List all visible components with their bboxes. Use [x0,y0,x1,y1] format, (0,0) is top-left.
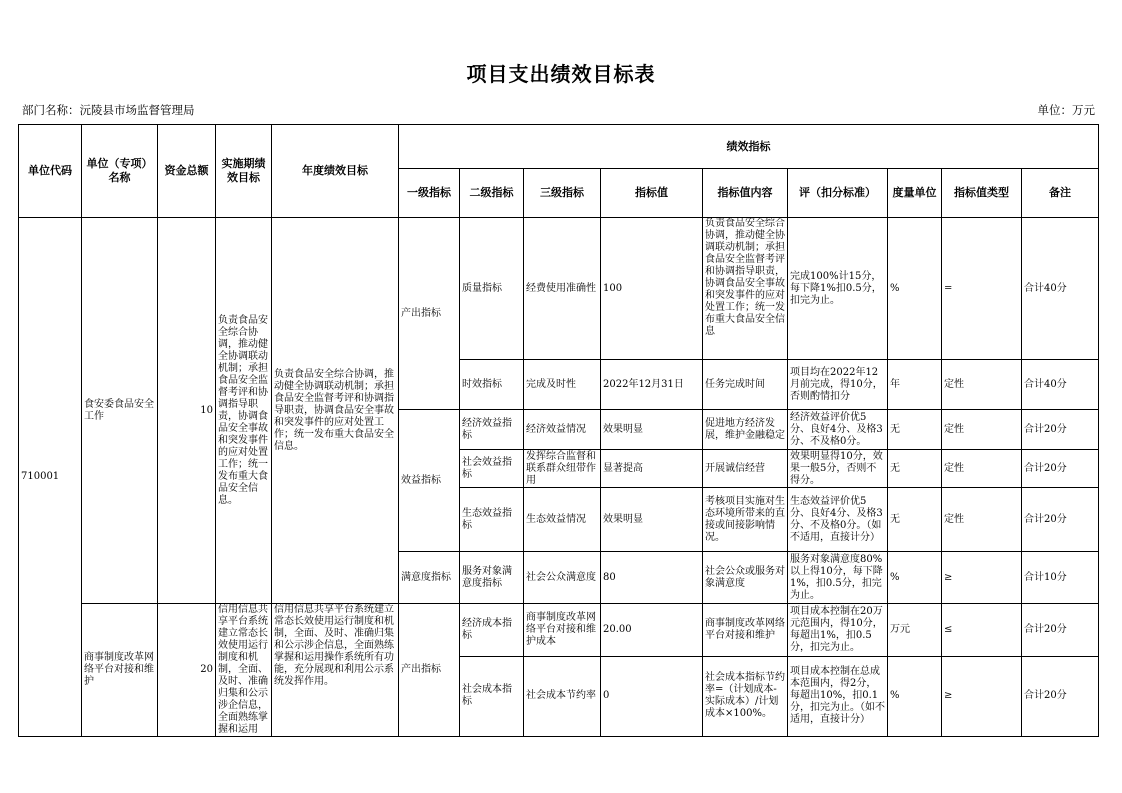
table-row [19,604,1099,657]
content-cell: 社会成本指标节约率=（计划成本-实际成本）/计划成本×100%。 [703,656,788,736]
level2-cell: 时效指标 [460,360,524,410]
scoring-cell: 经济效益评价优5分、良好4分、及格3分、不及格0分。 [788,410,888,450]
measure-unit-cell: 无 [888,450,942,488]
level3-cell: 社会公众满意度 [524,552,601,604]
header-value: 指标值 [601,169,703,218]
measure-unit-cell: 无 [888,488,942,552]
header-level2: 二级指标 [460,169,524,218]
measure-unit-cell: 无 [888,410,942,450]
period-goal-cell: 负责食品安全综合协调，推动健全协调联动机制；承担食品安全监督考评和协调指导职责，协调食品安全事故和突发事件的应对处置工作；统一发布重大食品安全信息。 [216,218,272,604]
level3-cell: 发挥综合监督和联系群众纽带作用 [524,450,601,488]
content-cell: 促进地方经济发展，维护金融稳定 [703,410,788,450]
value-cell: 0 [601,656,703,736]
project-name-cell: 食安委食品安全工作 [82,218,158,604]
value-cell: 80 [601,552,703,604]
period-goal-cell: 信用信息共享平台系统建立常态长效使用运行制度和机制，全面、及时、准确归集和公示涉企信息，全面熟练掌握和运用 [216,604,272,737]
note-cell: 合计20分 [1022,604,1099,657]
value-cell: 显著提高 [601,450,703,488]
note-cell: 合计10分 [1022,552,1099,604]
note-cell: 合计20分 [1022,410,1099,450]
scoring-cell: 效果明显得10分，效果一般5分，否则不得分。 [788,450,888,488]
scoring-cell: 生态效益评价优5分、良好4分、及格3分、不及格0分。（如不适用，直接计分） [788,488,888,552]
level2-cell: 服务对象满意度指标 [460,552,524,604]
measure-unit-cell: % [888,552,942,604]
value-type-cell: ≥ [942,552,1022,604]
header-note: 备注 [1022,169,1099,218]
scoring-cell: 项目均在2022年12月前完成，得10分，否则酌情扣分 [788,360,888,410]
content-cell: 考核项目实施对生态环境所带来的直接或间接影响情况。 [703,488,788,552]
department-name: 部门名称：沅陵县市场监督管理局 [22,103,195,117]
value-type-cell: 定性 [942,410,1022,450]
note-cell: 合计20分 [1022,488,1099,552]
unit-code-cell: 710001 [19,218,82,737]
annual-goal-cell: 信用信息共享平台系统建立常态长效使用运行制度和机制，全面、及时、准确归集和公示涉企信息，全面熟练掌握和运用操作系统所有功能，充分展现和利用公示系统发挥作用。 [272,604,399,737]
currency-unit: 单位：万元 [1037,103,1095,117]
value-cell: 20.00 [601,604,703,657]
value-cell: 效果明显 [601,410,703,450]
header-measure-unit: 度量单位 [888,169,942,218]
value-type-cell: = [942,218,1022,360]
performance-table [18,124,1099,737]
annual-goal-cell: 负责食品安全综合协调，推动健全协调联动机制；承担食品安全监督考评和协调指导职责，协调食品安全事故和突发事件的应对处置工作；统一发布重大食品安全信息。 [272,218,399,604]
header-perf-indicators: 绩效指标 [399,125,1099,169]
level2-cell: 质量指标 [460,218,524,360]
level3-cell: 社会成本节约率 [524,656,601,736]
scoring-cell: 项目成本控制在20万元范围内，得10分，每超出1%，扣0.5分，扣完为止。 [788,604,888,657]
header-value-type: 指标值类型 [942,169,1022,218]
content-cell: 社会公众或服务对象满意度 [703,552,788,604]
table-row [19,218,1099,360]
level1-cell: 产出指标 [399,604,460,737]
level2-cell: 生态效益指标 [460,488,524,552]
page-title: 项目支出绩效目标表 [466,62,656,86]
project-name-cell: 商事制度改革网络平台对接和维护 [82,604,158,737]
header-content: 指标值内容 [703,169,788,218]
value-type-cell: 定性 [942,488,1022,552]
measure-unit-cell: 年 [888,360,942,410]
scoring-cell: 服务对象满意度80%以上得10分，每下降1%，扣0.5分，扣完为止。 [788,552,888,604]
measure-unit-cell: 万元 [888,604,942,657]
level1-cell: 效益指标 [399,410,460,552]
level2-cell: 社会效益指标 [460,450,524,488]
level2-cell: 经济成本指标 [460,604,524,657]
level1-cell: 产出指标 [399,218,460,410]
funds-cell: 20 [158,604,216,737]
scoring-cell: 完成100%计15分，每下降1%扣0.5分，扣完为止。 [788,218,888,360]
header-level3: 三级指标 [524,169,601,218]
level2-cell: 社会成本指标 [460,656,524,736]
note-cell: 合计20分 [1022,656,1099,736]
measure-unit-cell: % [888,656,942,736]
value-cell: 2022年12月31日 [601,360,703,410]
level3-cell: 经费使用准确性 [524,218,601,360]
level3-cell: 生态效益情况 [524,488,601,552]
note-cell: 合计40分 [1022,218,1099,360]
header-total-funds: 资金总额 [158,125,216,218]
scoring-cell: 项目成本控制在总成本范围内，得2分，每超出10%，扣0.1分，扣完为止。（如不适用，直接计分） [788,656,888,736]
note-cell: 合计20分 [1022,450,1099,488]
header-project-name: 单位（专项）名称 [82,125,158,218]
level3-cell: 经济效益情况 [524,410,601,450]
value-type-cell: 定性 [942,450,1022,488]
header-level1: 一级指标 [399,169,460,218]
content-cell: 开展诚信经营 [703,450,788,488]
content-cell: 负责食品安全综合协调，推动健全协调联动机制；承担食品安全监督考评和协调指导职责，协调食品安全事故和突发事件的应对处置工作；统一发布重大食品安全信息 [703,218,788,360]
header-unit-code: 单位代码 [19,125,82,218]
value-cell: 100 [601,218,703,360]
measure-unit-cell: % [888,218,942,360]
note-cell: 合计40分 [1022,360,1099,410]
value-type-cell: ≤ [942,604,1022,657]
level1-cell: 满意度指标 [399,552,460,604]
content-cell: 任务完成时间 [703,360,788,410]
header-period-goal: 实施期绩效目标 [216,125,272,218]
value-type-cell: ≥ [942,656,1022,736]
header-annual-goal: 年度绩效目标 [272,125,399,218]
value-cell: 效果明显 [601,488,703,552]
header-scoring: 评（扣分标准） [788,169,888,218]
level3-cell: 商事制度改革网络平台对接和维护成本 [524,604,601,657]
funds-cell: 10 [158,218,216,604]
value-type-cell: 定性 [942,360,1022,410]
level2-cell: 经济效益指标 [460,410,524,450]
content-cell: 商事制度改革网络平台对接和维护 [703,604,788,657]
level3-cell: 完成及时性 [524,360,601,410]
